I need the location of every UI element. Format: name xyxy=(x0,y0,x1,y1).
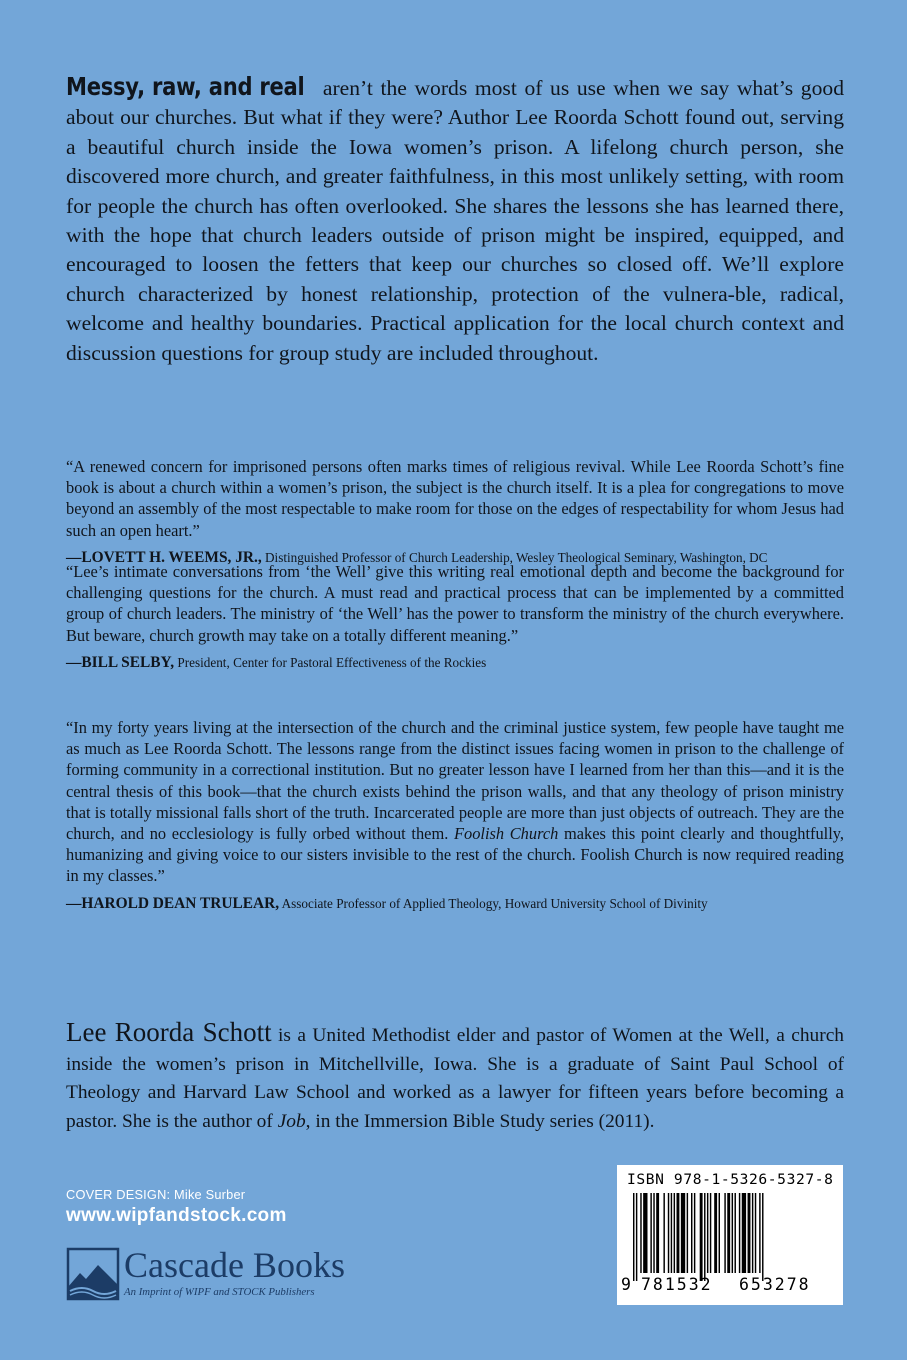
barcode-bar xyxy=(671,1193,672,1273)
barcode-bar xyxy=(694,1193,695,1273)
barcode-bar xyxy=(636,1193,637,1281)
barcode-bar xyxy=(681,1193,685,1273)
barcode-digits-left: 781532 xyxy=(641,1275,713,1294)
barcode-bar xyxy=(742,1193,746,1273)
endorsement-2 xyxy=(66,561,844,672)
barcode-bar xyxy=(700,1193,703,1281)
barcode-bar xyxy=(714,1193,717,1273)
barcode-bar xyxy=(633,1193,634,1281)
quote-part: “In my forty years living at the intersection of the church and the criminal justice system, few people have taught me as much as Lee Roorda Schott. The lessons range from the distinct issues facing women in prison to the challenge of forming community in a correctional institution. But no greater lesson have I learned from her than this—and it is the central thesis of this book—that the church exists behind the prison walls, and that any theology of prison ministry that is totally missional falls short of the truth. Incarcerated people are more than just objects of outreach. They are the church, and no ecclesiology is fully orbed without them. xyxy=(66,718,844,844)
author-bio xyxy=(66,1018,844,1136)
endorser-title: President, Center for Pastoral Effectiveness of the Rockies xyxy=(174,654,487,670)
endorser-title: Distinguished Professor of Church Leadership, Wesley Theological Seminary, Washington, DC xyxy=(261,549,768,565)
barcode-bar xyxy=(704,1193,705,1281)
endorsement-quote: “Lee’s intimate conversations from ‘the Well’ give this writing real emotional depth and become the background for challenging questions for the church. A must read and practical process that can be implemented by a committed group of church leaders. The ministry of ‘the Well’ has the power to transform the ministry of the church everywhere. But beware, church growth may take on a totally different meaning.” xyxy=(66,562,844,645)
barcode-bar xyxy=(687,1193,688,1273)
barcode-digits-right: 653278 xyxy=(739,1275,811,1294)
credits xyxy=(66,1187,287,1227)
bio-book-title: Job xyxy=(277,1110,306,1132)
barcode-bar xyxy=(739,1193,740,1273)
barcode-bar xyxy=(735,1193,736,1273)
barcode-bar xyxy=(752,1193,753,1273)
barcode-bar xyxy=(762,1193,763,1281)
barcode-bar xyxy=(755,1193,756,1273)
book-title-italic: Foolish Church xyxy=(453,824,559,844)
barcode-bar xyxy=(727,1193,730,1273)
barcode-bar xyxy=(710,1193,711,1273)
barcode-bar xyxy=(732,1193,733,1273)
barcode-bars xyxy=(633,1193,829,1281)
barcode-bar xyxy=(724,1193,725,1273)
endorsement-3 xyxy=(66,717,844,913)
blurb-text: aren’t the words most of us use when we say what’s good about our churches. But what if they were? Author Lee Roorda Schott found out, serving a beautiful church inside the Iowa women’s prison. A lifelong church person, she discovered more church, and greater faithfulness, in this most unlikely setting, with room for people the church has often overlooked. She shares the lessons she has learned there, with the hope that church leaders outside of prison might be inspired, equipped, and encouraged to loosen the fetters that keep our churches so closed off. We’ll explore church characterized by honest relationship, protection of the vulnera-ble, radical, welcome and healthy boundaries. Practical application for the local church context and discussion questions for group study are included throughout. xyxy=(66,76,844,365)
endorser-name: —BILL SELBY, xyxy=(66,653,175,671)
barcode-bar xyxy=(707,1193,708,1273)
barcode-bar xyxy=(656,1193,659,1273)
isbn-label: ISBN 978-1-5326-5327-8 xyxy=(627,1171,834,1188)
barcode-bar xyxy=(677,1193,680,1273)
endorser-name: —HAROLD DEAN TRULEAR, xyxy=(66,894,280,912)
endorsement-1 xyxy=(66,456,844,567)
isbn-barcode xyxy=(617,1165,843,1305)
publisher-name: Cascade Books xyxy=(124,1245,345,1285)
back-cover-blurb xyxy=(66,72,844,368)
endorser-name: —LOVETT H. WEEMS, JR., xyxy=(66,548,262,566)
barcode-digit-first: 9 xyxy=(621,1275,631,1294)
bio-text: is a United Methodist elder and pastor of Women at the Well, a church inside the women’s prison in Mitchellville, Iowa. She is a graduate of Saint Paul School of Theology and Harvard Law School and worked as a lawyer for fifteen years before becoming a pastor. She is the author of xyxy=(66,1025,844,1132)
publisher-logo xyxy=(66,1247,396,1307)
barcode-bar xyxy=(691,1193,692,1273)
barcode-bar xyxy=(640,1193,641,1273)
endorsement-attribution xyxy=(66,895,844,913)
barcode-bar xyxy=(759,1193,760,1273)
bio-text: , in the Immersion Bible Study series (2011). xyxy=(305,1110,655,1132)
mountain-icon xyxy=(66,1247,120,1301)
quote-part: makes this point clearly and thoughtfully, humanizing and giving voice to our sisters invisible to the rest of the church. Foolish Church is now required reading in my classes.” xyxy=(66,824,844,886)
barcode-bar xyxy=(650,1193,651,1273)
barcode-bar xyxy=(643,1193,647,1273)
endorser-title: Associate Professor of Applied Theology, Howard University School of Divinity xyxy=(279,895,708,911)
barcode-bar xyxy=(748,1193,751,1273)
barcode-bar xyxy=(674,1193,675,1273)
cover-design-credit: COVER DESIGN: Mike Surber xyxy=(66,1187,246,1202)
barcode-bar xyxy=(653,1193,654,1273)
author-name: Lee Roorda Schott xyxy=(66,1017,272,1047)
barcode-bar xyxy=(663,1193,664,1273)
endorsement-quote xyxy=(66,717,844,887)
barcode-bar xyxy=(668,1193,669,1273)
barcode-bar xyxy=(719,1193,720,1273)
publisher-tagline: An Imprint of WIPF and STOCK Publishers xyxy=(124,1286,315,1298)
endorsement-quote: “A renewed concern for imprisoned persons often marks times of religious revival. While Lee Roorda Schott’s fine book is about a church within a women’s prison, the subject is the church itself. It is a plea for congregations to move beyond an assembly of the most respectable to make room for those on the edges of respectability for whom Jesus had such an open heart.” xyxy=(66,457,844,540)
blurb-lead: Messy, raw, and real xyxy=(66,72,305,101)
publisher-website: www.wipfandstock.com xyxy=(66,1205,287,1226)
endorsement-attribution xyxy=(66,654,844,672)
